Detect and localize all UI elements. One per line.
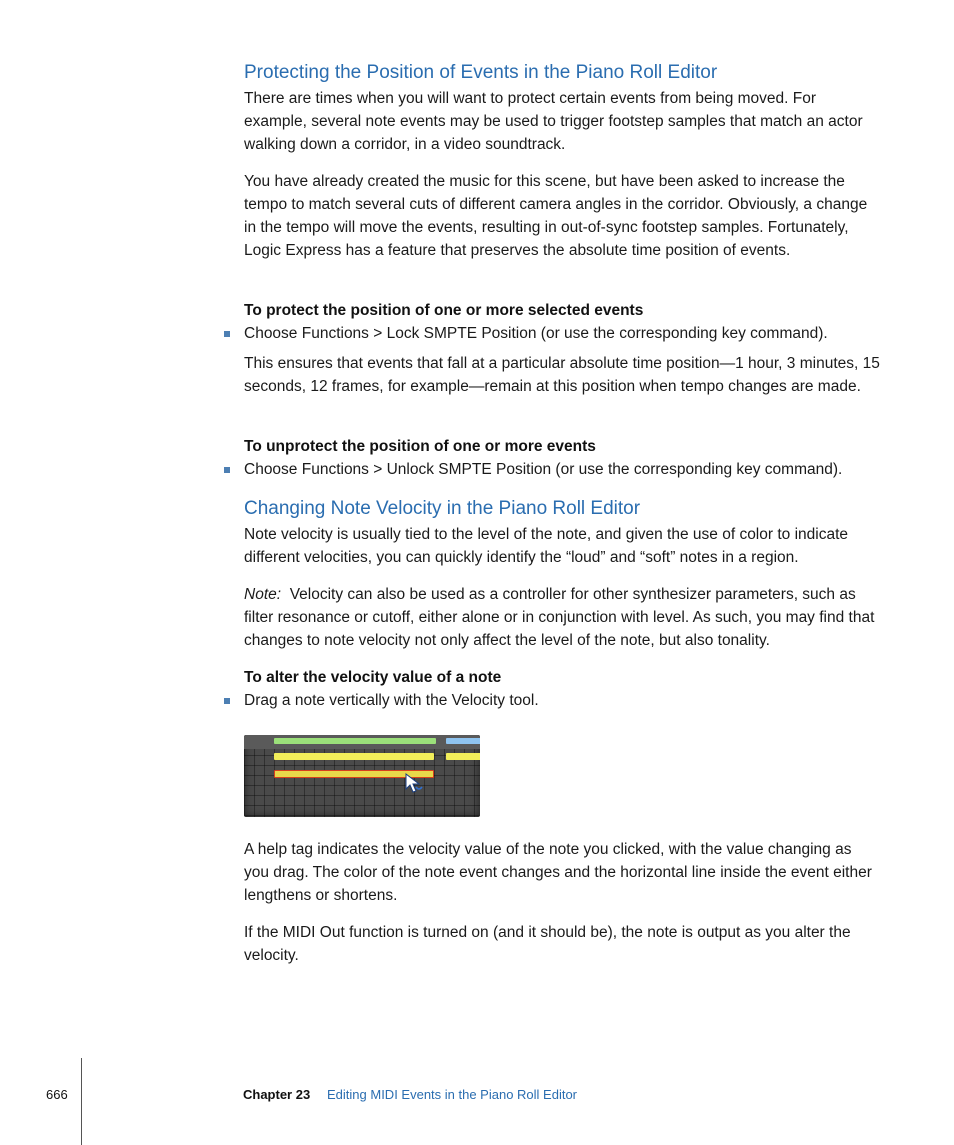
page-number: 666 — [46, 1087, 68, 1102]
footer-chapter-title: Editing MIDI Events in the Piano Roll Editor — [327, 1087, 578, 1102]
footer-divider — [81, 1058, 82, 1145]
paragraph: If the MIDI Out function is turned on (and it should be), the note is output as you alter the velocity. — [244, 924, 851, 964]
paragraph: There are times when you will want to protect certain events from being moved. For example, several note events may be used to trigger footstep samples that match an actor walking down a corridor, in a video soundtrack. — [244, 90, 863, 153]
note-event-green — [274, 738, 436, 744]
paragraph: A help tag indicates the velocity value of the note you clicked, with the value changing as you drag. The color of the note event changes and the horizontal line inside the event either lengthens or shortens. — [244, 841, 872, 904]
footer-chapter: Chapter 23 — [243, 1087, 311, 1102]
note-paragraph — [244, 583, 880, 652]
note-event-blue — [446, 738, 480, 744]
bullet-square-icon — [224, 467, 230, 473]
note-event-yellow — [274, 753, 434, 760]
bullet-item — [224, 322, 884, 345]
bullet-text: Drag a note vertically with the Velocity tool. — [244, 692, 539, 709]
note-label: Note: — [244, 586, 282, 603]
bullet-square-icon — [224, 331, 230, 337]
bullet-item — [224, 458, 884, 481]
paragraph: Note velocity is usually tied to the level of the note, and given the use of color to indicate different velocities, you can quickly identify the “loud” and “soft” notes in a region. — [244, 526, 849, 566]
piano-roll-screenshot — [244, 735, 480, 817]
task-heading: To unprotect the position of one or more events — [244, 438, 596, 455]
bullet-text: Choose Functions > Lock SMPTE Position (or use the corresponding key command). — [244, 325, 828, 342]
note-event-yellow — [446, 753, 480, 760]
task-heading: To protect the position of one or more selected events — [244, 302, 644, 319]
bullet-item — [224, 689, 884, 712]
velocity-tool-cursor-icon — [404, 773, 426, 795]
task-heading: To alter the velocity value of a note — [244, 669, 502, 686]
paragraph: This ensures that events that fall at a particular absolute time position—1 hour, 3 minutes, 15 seconds, 12 frames, for example—remain at this position when tempo changes are made. — [244, 355, 880, 395]
paragraph: You have already created the music for this scene, but have been asked to increase the tempo to match several cuts of different camera angles in the corridor. Obviously, a change in the tempo will move the events, resulting in out-of-sync footstep samples. Fortunately, Logic Express has a feature that preserves the absolute time position of events. — [244, 173, 868, 259]
bullet-text: Choose Functions > Unlock SMPTE Position (or use the corresponding key command). — [244, 461, 843, 478]
bullet-square-icon — [224, 698, 230, 704]
note-text: Velocity can also be used as a controller for other synthesizer parameters, such as filter resonance or cutoff, either alone or in conjunction with level. As such, you may find that changes to note velocity not only affect the level of the note, but also tonality. — [244, 586, 875, 649]
section-heading-velocity: Changing Note Velocity in the Piano Roll Editor — [244, 498, 641, 519]
section-heading-protecting: Protecting the Position of Events in the Piano Roll Editor — [244, 62, 718, 83]
